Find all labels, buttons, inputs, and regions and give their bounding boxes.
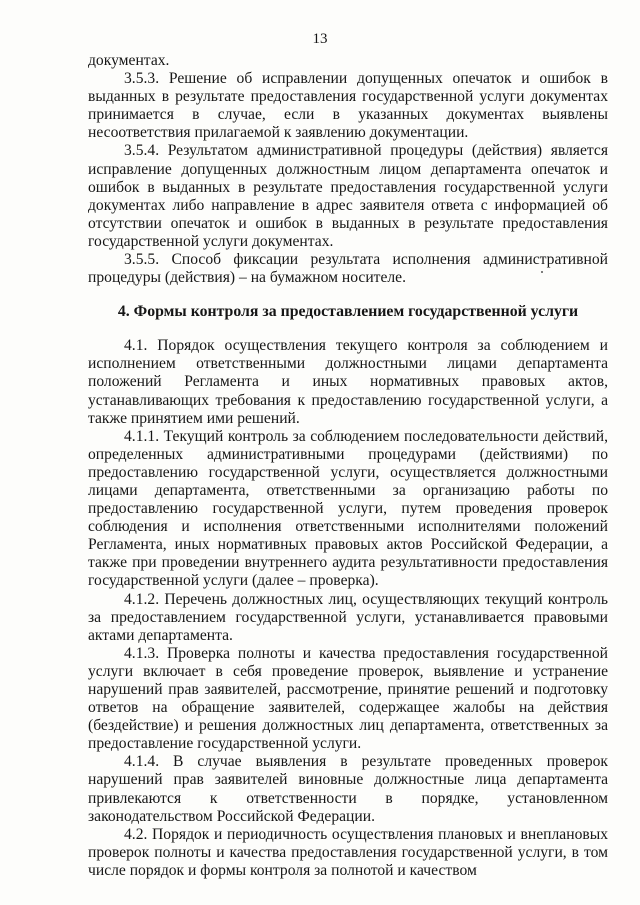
paragraph-4-1-4: 4.1.4. В случае выявления в результате проведенных проверок нарушений прав заявителей виновные должностные лица департамента привлекаются к ответственности в порядке, установленном законодательством Российской Федерации. [88, 753, 608, 825]
paragraph-4-1: 4.1. Порядок осуществления текущего контроля за соблюдением и исполнением ответственными должностными лицами департамента положений Регламента и иных нормативных правовых актов, устанавливающих требования к предоставлению государственной услуги, а также принятием ими решений. [88, 337, 608, 427]
paragraph-3-5-4: 3.5.4. Результатом административной процедуры (действия) является исправление допущенных должностным лицом департамента опечаток и ошибок в выданных в результате предоставления государственной услуги документах либо направление в адрес заявителя ответа с информацией об отсутствии опечаток и ошибок в выданных в результате предоставления государственной услуги документах. [88, 142, 608, 250]
paragraph-4-1-3: 4.1.3. Проверка полноты и качества предоставления государственной услуги включает в себя проведение проверок, выявление и устранение нарушений прав заявителей, рассмотрение, принятие решений и подготовку ответов на обращение заявителей, содержащее жалобы на действия (бездействие) и решения должностных лиц департамента, ответственных за предоставление государственной услуги. [88, 644, 608, 753]
scan-speck [541, 271, 543, 273]
document-body [88, 52, 608, 880]
section-heading: 4. Формы контроля за предоставлением государственной услуги [117, 303, 579, 321]
paragraph-3-5-3: 3.5.3. Решение об исправлении допущенных опечаток и ошибок в выданных в результате предоставления государственной услуги документах принимается в случае, если в указанных документах выявлены несоответствия прилагаемой к заявлению документации. [88, 70, 608, 142]
paragraph-3-5-5: 3.5.5. Способ фиксации результата исполнения административной процедуры (действия) – на бумажном носителе. [88, 251, 608, 287]
page-number: 13 [312, 31, 328, 47]
paragraph-4-1-1: 4.1.1. Текущий контроль за соблюдением последовательности действий, определенных административными процедурами (действиями) по предоставлению государственной услуги, осуществляется должностными лицами департамента, ответственными за организацию работы по предоставлению государственной услуги, путем проведения проверок соблюдения и исполнения ответственными исполнителями положений Регламента, иных нормативных правовых актов Российской Федерации, а также при проведении внутреннего аудита результативности предоставления государственной услуги (далее – проверка). [88, 427, 608, 590]
paragraph-4-1-2: 4.1.2. Перечень должностных лиц, осуществляющих текущий контроль за предоставлением государственной услуги, устанавливается правовыми актами департамента. [88, 590, 608, 644]
paragraph-continuation: документах. [88, 52, 170, 69]
paragraph-4-2: 4.2. Порядок и периодичность осуществления плановых и внеплановых проверок полноты и качества предоставления государственной услуги, в том числе порядок и формы контроля за полнотой и качеством [88, 825, 608, 879]
